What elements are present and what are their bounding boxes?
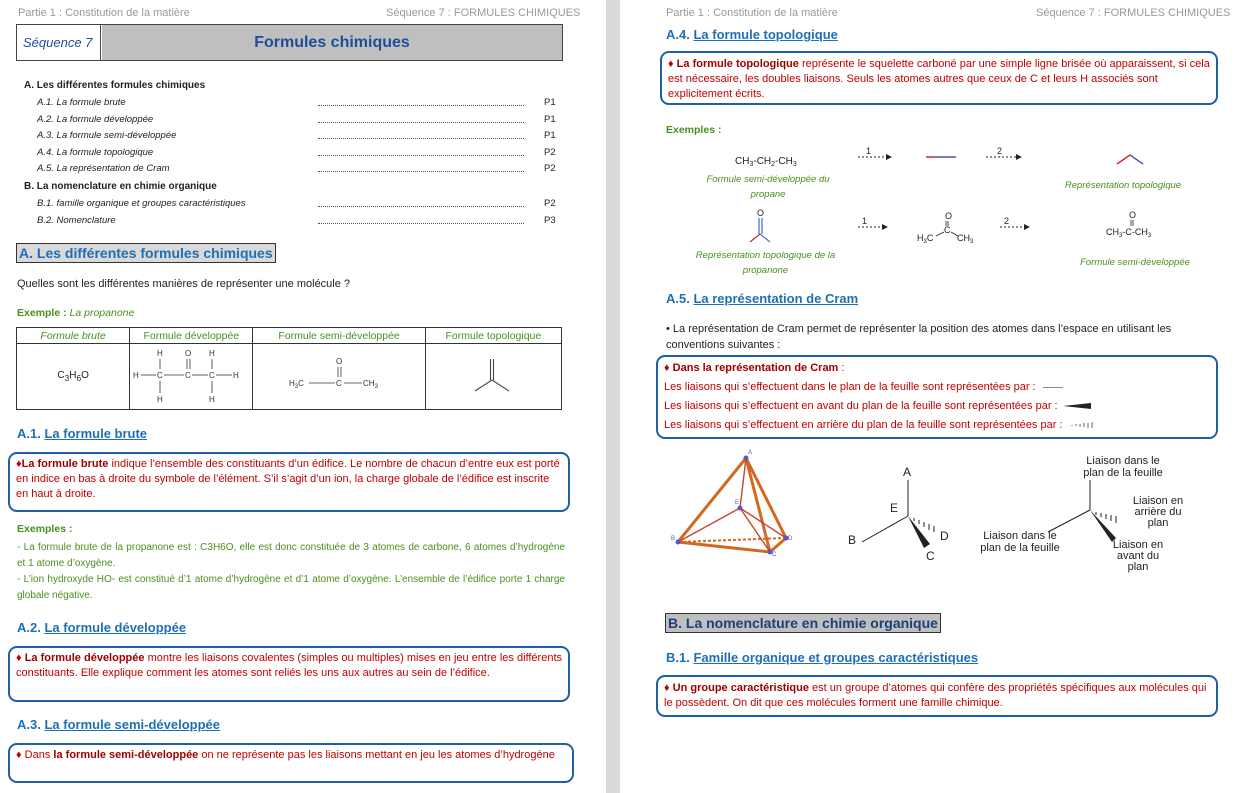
svg-text:C: C xyxy=(336,379,342,388)
b1-box-bold: Un groupe caractéristique xyxy=(672,682,809,694)
b1-definition-box xyxy=(656,675,1218,717)
a3-box-pre: Dans xyxy=(24,749,54,761)
cap-propane: Formule semi-développée du propane xyxy=(706,174,830,200)
tetrahedron-svg xyxy=(670,448,800,563)
svg-text:H: H xyxy=(233,371,240,380)
th-developpee: Formule développée xyxy=(130,328,253,344)
page-title: Formules chimiques xyxy=(102,25,562,60)
a2-diamond: ♦ xyxy=(16,652,25,664)
cram-diamond: ♦ xyxy=(664,362,673,374)
svg-text:H: H xyxy=(209,395,216,404)
step1-a: 1 xyxy=(866,146,872,156)
example-label: Exemple : xyxy=(17,307,67,319)
hashed-bond-icon xyxy=(1068,421,1098,429)
a2-box-bold: La formule développée xyxy=(24,652,145,664)
toc-a: A. Les différentes formules chimiques xyxy=(24,80,206,91)
cap-topo: Représentation topologique xyxy=(1064,180,1182,191)
cram-label-b: B xyxy=(848,533,857,547)
a2-title xyxy=(17,620,186,635)
svg-text:O: O xyxy=(1129,210,1137,220)
cram-line-3 xyxy=(664,416,1210,435)
svg-text:CH3: $CH_3$ xyxy=(957,233,974,245)
svg-text:O: O xyxy=(757,208,765,218)
th-brute: Formule brute xyxy=(17,328,130,344)
step2-b: 2 xyxy=(1004,216,1010,226)
header-right-2: Séquence 7 : FORMULES CHIMIQUES xyxy=(1036,7,1231,19)
cram-label-d: D xyxy=(940,529,949,543)
a3-diamond: ♦ xyxy=(16,749,25,761)
svg-text:C: C xyxy=(185,371,192,380)
a4-examples-label: Exemples : xyxy=(666,124,722,136)
svg-text:H3C: $H_3C$ xyxy=(289,379,304,390)
toc-a-item-0: A.1. La formule brute xyxy=(37,97,126,108)
step1-b: 1 xyxy=(862,216,868,226)
toc-a-item-1: A.2. La formule développée xyxy=(37,113,154,125)
svg-text:H3C: $H_3C$ xyxy=(917,233,934,245)
cell-semi xyxy=(253,344,425,410)
propane-topo xyxy=(1117,155,1143,164)
cell-topo xyxy=(425,344,561,410)
a5-title-text: La représentation de Cram xyxy=(693,291,859,306)
toc-a-dots-3 xyxy=(318,148,524,156)
b1-diamond: ♦ xyxy=(664,682,673,694)
toc-a-page-2: P1 xyxy=(544,130,556,141)
cram-box-head xyxy=(664,359,1210,378)
svg-text:O: O xyxy=(185,349,192,358)
developed-formula-svg xyxy=(131,344,251,406)
a1-num: A.1. xyxy=(17,426,41,441)
cell-brute: $C_3H_6O$ xyxy=(17,344,130,410)
a1-ex-label-text: Exemples xyxy=(17,523,67,535)
a3-title-text: La formule semi-développée xyxy=(44,717,221,732)
a1-title-text: La formule brute xyxy=(44,426,148,441)
th-topo: Formule topologique xyxy=(425,328,561,344)
example xyxy=(17,307,134,319)
a3-box-text: on ne représente pas les liaisons mettant en jeu les atomes d’hydrogène xyxy=(198,749,555,761)
a4-box-text: représente le squelette carboné par une simple ligne brisée où apparaissent, si cela est nécessaire, les doubles liaisons. Seuls les atomes autres que ceux de C et leurs H associés sont explicitement écrits. xyxy=(668,58,1210,100)
cap-semi: Formule semi-développée xyxy=(1080,257,1190,268)
svg-text:H: H xyxy=(209,349,216,358)
a1-examples-label: Exemples : xyxy=(17,523,73,535)
a3-definition-box xyxy=(8,743,574,783)
toc-b-dots-1 xyxy=(318,216,524,224)
a4-title xyxy=(666,27,838,42)
wedge-bond-icon xyxy=(1063,402,1093,410)
header-left-2: Partie 1 : Constitution de la matière xyxy=(666,7,838,19)
a3-title xyxy=(17,717,220,732)
right-page xyxy=(620,0,1236,793)
toc-b-item-0: B.1. famille organique et groupes caractéristiques xyxy=(37,198,246,209)
b1-title-text: Famille organique et groupes caractéristiques xyxy=(693,650,979,665)
svg-text:H: H xyxy=(133,371,140,380)
header-right: Séquence 7 : FORMULES CHIMIQUES xyxy=(386,7,581,19)
cram-line-3-text: Les liaisons qui s’effectuent en arrière du plan de la feuille sont représentées par : xyxy=(664,419,1063,431)
toc-b-item-1: B.2. Nomenclature xyxy=(37,214,116,226)
a5-title xyxy=(666,291,858,306)
toc-b-page-1: P3 xyxy=(544,214,556,226)
question: Quelles sont les différentes manières de représenter une molécule ? xyxy=(17,278,351,290)
cram-line-2-text: Les liaisons qui s’effectuent en avant du plan de la feuille sont représentées par : xyxy=(664,400,1058,412)
cell-developpee xyxy=(130,344,253,410)
tetra-e: E xyxy=(735,500,740,506)
propane-topo-blue xyxy=(1130,155,1143,164)
tetra-a: A xyxy=(748,450,753,456)
a3-box-bold: la formule semi-développée xyxy=(53,749,199,761)
toc-a-page-3: P2 xyxy=(544,146,556,158)
a4-num: A.4. xyxy=(666,27,690,42)
lbl-arriere: Liaison en arrière du plan xyxy=(1132,495,1184,529)
formula-table xyxy=(16,327,562,410)
toc-a-page-0: P1 xyxy=(544,97,556,108)
a2-title-text: La formule développée xyxy=(44,620,187,635)
b1-num: B.1. xyxy=(666,650,690,665)
page-gap xyxy=(606,0,620,793)
toc-a-dots-1 xyxy=(318,115,524,123)
left-page xyxy=(0,0,606,793)
svg-text:C: C xyxy=(944,225,951,235)
cap-topo-propanone: Représentation topologique de la propanone xyxy=(695,250,836,276)
a2-box-text: montre les liaisons covalentes (simples ou multiples) mises en jeu entre les différents constituants. Elle explique comment les atomes sont reliés les uns aux autres au sein de l’édifice. xyxy=(16,652,562,679)
a2-num: A.2. xyxy=(17,620,41,635)
toc-a-dots-0 xyxy=(318,98,524,106)
example-value: La propanone xyxy=(69,307,135,319)
cram-line-1-text: Les liaisons qui s’effectuent dans le plan de la feuille sont représentées par : xyxy=(664,381,1036,393)
cram-label-c: C xyxy=(926,549,935,563)
toc-b: B. La nomenclature en chimie organique xyxy=(24,181,217,192)
svg-text:C: C xyxy=(157,371,164,380)
header-left: Partie 1 : Constitution de la matière xyxy=(18,7,190,19)
semi-formula-svg xyxy=(289,353,389,397)
cram-label-e: E xyxy=(890,501,899,515)
svg-text:H: H xyxy=(157,349,164,358)
cram-label-a: A xyxy=(903,465,912,479)
toc-a-dots-2 xyxy=(318,131,524,139)
tetra-d: D xyxy=(788,536,793,542)
cram-box-head-end: : xyxy=(838,362,845,374)
th-semi: Formule semi-développée xyxy=(253,328,425,344)
toc-a-item-2: A.3. La formule semi-développée xyxy=(37,130,177,141)
a4-diamond: ♦ xyxy=(668,58,677,70)
topo-formula-svg xyxy=(463,353,523,397)
a1-diamond: ♦ xyxy=(16,458,22,470)
toc-a-item-4: A.5. La représentation de Cram xyxy=(37,163,170,174)
sequence-label: Séquence 7 xyxy=(17,25,101,60)
svg-text:CH3: $CH_3$ xyxy=(363,379,378,390)
lbl-avant: Liaison en avant du plan xyxy=(1112,539,1164,573)
toc-a-page-1: P1 xyxy=(544,113,556,125)
svg-text:O: O xyxy=(336,357,343,366)
a3-num: A.3. xyxy=(17,717,41,732)
step2-a: 2 xyxy=(997,146,1003,156)
title-box xyxy=(16,24,563,61)
a5-num: A.5. xyxy=(666,291,690,306)
toc-b-page-0: P2 xyxy=(544,198,556,209)
lbl-plan-left: Liaison dans le plan de la feuille xyxy=(980,530,1060,554)
toc-a-item-3: A.4. La formule topologique xyxy=(37,146,154,158)
propane-formula: $CH_3-CH_2-CH_3$ xyxy=(735,156,797,168)
cram-line-1 xyxy=(664,378,1210,397)
a1-title xyxy=(17,426,147,441)
a4-box-bold: La formule topologique xyxy=(676,58,799,70)
cram-box-head-bold: Dans la représentation de Cram xyxy=(672,362,839,374)
a5-intro: • La représentation de Cram permet de représenter la position des atomes dans l’espace en utilisant les conventions suivantes : xyxy=(666,323,1172,351)
toc-a-dots-4 xyxy=(318,164,524,172)
b1-box-text: est un groupe d’atomes qui confère des propriétés spécifiques aux molécules qui le possèdent. On dit que ces molécules forment une famille chimique. xyxy=(664,682,1207,709)
cram-molecule-svg xyxy=(840,460,960,570)
a4-definition-box xyxy=(660,51,1218,105)
svg-text:O: O xyxy=(945,211,953,221)
semi-formula-right: $CH_3-C-CH_3$ xyxy=(1106,227,1152,239)
lbl-plan-top: Liaison dans le plan de la feuille xyxy=(1083,455,1163,479)
cram-line-2 xyxy=(664,397,1210,416)
toc-a-page-4: P2 xyxy=(544,163,556,174)
a1-example-2: - L’ion hydroxyde HO- est constitué d’1 atome d’hydrogène et d’1 atome d’oxygène. L’ensemble de l’édifice porte 1 charge globale négative. xyxy=(17,574,565,601)
svg-text:C: C xyxy=(209,371,216,380)
a1-example-1: - La formule brute de la propanone est : C3H6O, elle est donc constituée de 3 atomes de carbone, 6 atomes d’hydrogène et 1 atome d’oxygène. xyxy=(17,542,565,569)
toc-b-dots-0 xyxy=(318,199,524,207)
section-b-title: B. La nomenclature en chimie organique xyxy=(665,613,941,633)
a2-definition-box xyxy=(8,646,570,702)
svg-text:H: H xyxy=(157,395,164,404)
cram-box xyxy=(656,355,1218,439)
tetra-b: B xyxy=(671,536,676,542)
b1-title xyxy=(666,650,978,665)
section-a-title: A. Les différentes formules chimiques xyxy=(16,243,276,263)
a1-definition-box xyxy=(8,452,570,512)
a4-title-text: La formule topologique xyxy=(693,27,838,42)
a1-box-text: indique l’ensemble des constituants d’un édifice. Le nombre de chacun d’entre eux est porté en indice en bas à droite du symbole de l’élément. S’il s’agit d’un ion, la charge globale de l’édifice est inscrite en haut à droite. xyxy=(16,458,560,500)
plain-bond-icon xyxy=(1043,387,1063,388)
a1-box-bold: La formule brute xyxy=(21,458,109,470)
tetra-c: C xyxy=(772,552,777,558)
